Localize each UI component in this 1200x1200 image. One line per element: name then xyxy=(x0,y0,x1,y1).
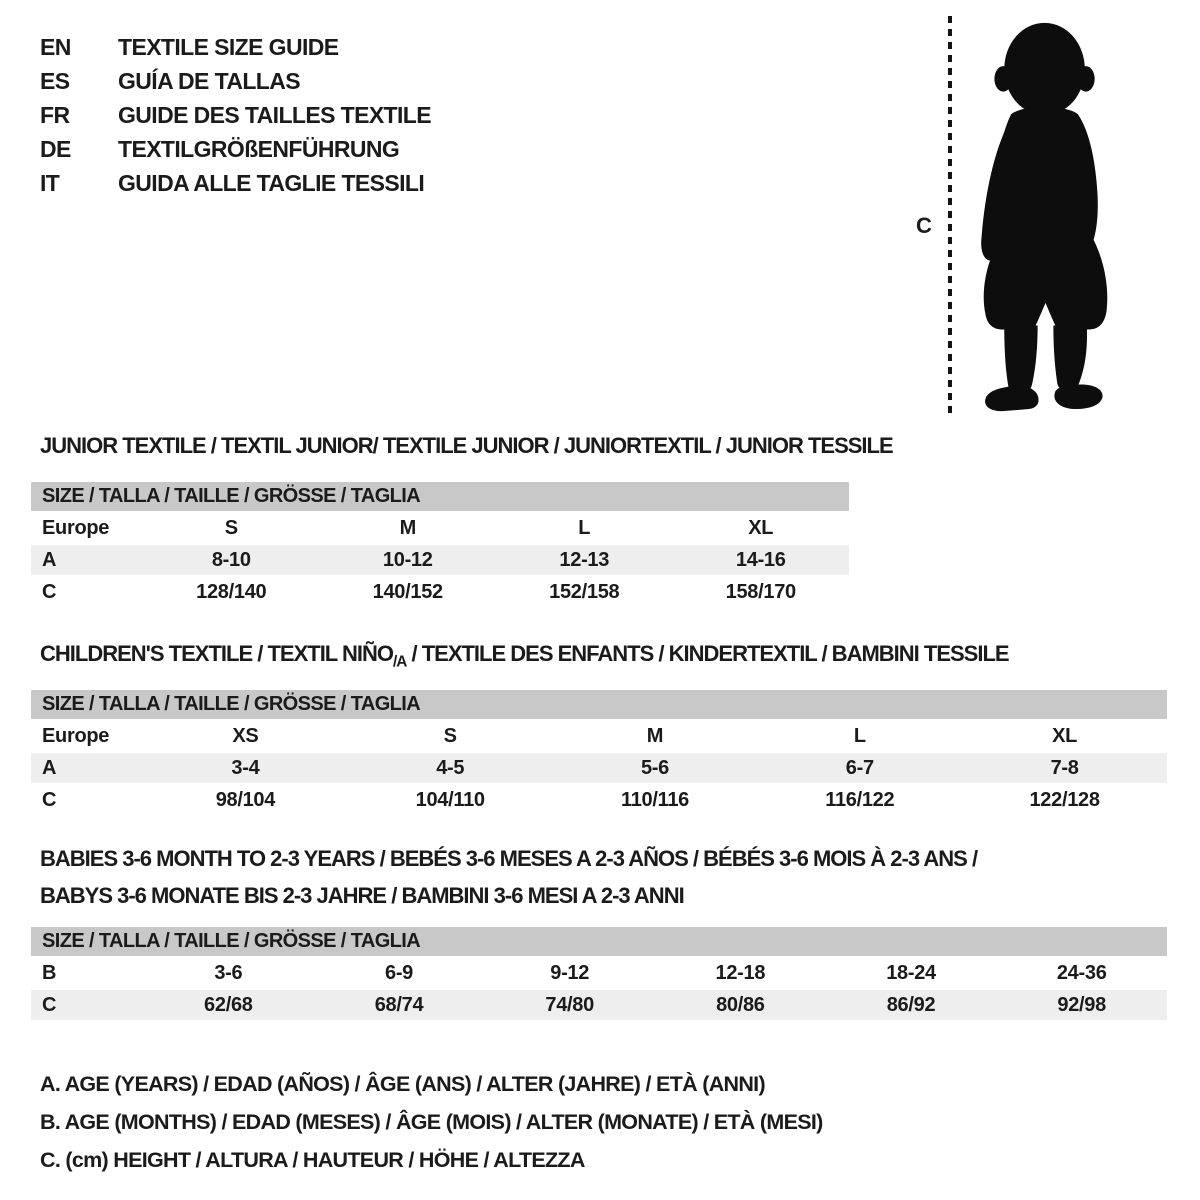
language-title: TEXTILGRÖßENFÜHRUNG xyxy=(118,135,400,162)
language-code: DE xyxy=(40,135,71,162)
language-title: TEXTILE SIZE GUIDE xyxy=(118,33,339,60)
children-title-sub: /A xyxy=(392,653,407,671)
language-title: GUIDE DES TAILLES TEXTILE xyxy=(118,101,431,128)
cell: 6-7 xyxy=(845,756,874,779)
cell: 3-6 xyxy=(214,961,243,984)
legend-line-c: C. (cm) HEIGHT / ALTURA / HAUTEUR / HÖHE / ALTEZZA xyxy=(40,1148,585,1172)
cell: 104/110 xyxy=(415,788,485,811)
babies-title-line2: BABYS 3-6 MONATE BIS 2-3 JAHRE / BAMBINI 3-6 MESI A 2-3 ANNI xyxy=(40,883,684,908)
junior-size-table xyxy=(31,482,849,607)
language-code: ES xyxy=(40,67,70,94)
language-row-en xyxy=(40,30,431,64)
height-measure-dashed-line xyxy=(948,16,952,416)
height-measure-label-c: C xyxy=(916,213,932,238)
cell: 24-36 xyxy=(1056,961,1107,984)
size-header-text: SIZE / TALLA / TAILLE / GRÖSSE / TAGLIA xyxy=(42,693,421,715)
language-code: IT xyxy=(40,169,60,196)
cell: 140/152 xyxy=(372,580,443,603)
cell: 74/80 xyxy=(545,993,594,1016)
cell: 158/170 xyxy=(725,580,796,603)
language-code: FR xyxy=(40,101,70,128)
row-label: Europe xyxy=(42,516,110,539)
table-row-height xyxy=(31,577,849,607)
children-title-rest: / TEXTILE DES ENFANTS / KINDERTEXTIL / BAMBINI TESSILE xyxy=(406,641,1009,666)
cell: 4-5 xyxy=(436,756,465,779)
cell: 3-4 xyxy=(231,756,260,779)
language-code: EN xyxy=(40,33,71,60)
cell: 7-8 xyxy=(1050,756,1079,779)
cell: 10-12 xyxy=(382,548,433,571)
cell: 12-18 xyxy=(715,961,766,984)
toddler-silhouette-icon xyxy=(960,14,1132,412)
cell: L xyxy=(578,516,591,539)
language-row-es xyxy=(40,64,431,98)
cell: 128/140 xyxy=(196,580,267,603)
cell: 110/116 xyxy=(620,788,689,811)
children-section-title xyxy=(40,641,1009,671)
language-row-it xyxy=(40,166,431,200)
table-row-height xyxy=(31,785,1167,815)
row-label: Europe xyxy=(42,724,110,747)
language-row-fr xyxy=(40,98,431,132)
row-label: A xyxy=(42,548,57,571)
cell: 80/86 xyxy=(716,993,765,1016)
cell: 92/98 xyxy=(1057,993,1106,1016)
cell: XL xyxy=(1052,724,1078,747)
language-title: GUIDA ALLE TAGLIE TESSILI xyxy=(118,169,425,196)
language-row-de xyxy=(40,132,431,166)
table-row-age xyxy=(31,545,849,575)
size-header-text: SIZE / TALLA / TAILLE / GRÖSSE / TAGLIA xyxy=(42,930,421,952)
size-header-bar xyxy=(31,482,849,511)
cell: 14-16 xyxy=(735,548,786,571)
language-title-list xyxy=(40,30,431,200)
children-size-table xyxy=(31,690,1167,815)
junior-section-title: JUNIOR TEXTILE / TEXTIL JUNIOR/ TEXTILE JUNIOR / JUNIORTEXTIL / JUNIOR TESSILE xyxy=(40,433,893,458)
children-title-main: CHILDREN'S TEXTILE / TEXTIL NIÑO xyxy=(40,641,393,666)
cell: 8-10 xyxy=(211,548,251,571)
cell: 152/158 xyxy=(549,580,620,603)
table-row-height xyxy=(31,990,1167,1020)
cell: 116/122 xyxy=(825,788,895,811)
cell: S xyxy=(443,724,457,747)
babies-section-title xyxy=(40,846,977,920)
legend-line-a: A. AGE (YEARS) / EDAD (AÑOS) / ÂGE (ANS) / ALTER (JAHRE) / ETÀ (ANNI) xyxy=(40,1072,765,1096)
cell: 62/68 xyxy=(204,993,253,1016)
row-label: C xyxy=(42,993,57,1016)
cell: 98/104 xyxy=(215,788,276,811)
cell: S xyxy=(224,516,238,539)
legend-line-b: B. AGE (MONTHS) / EDAD (MESES) / ÂGE (MOIS) / ALTER (MONATE) / ETÀ (MESI) xyxy=(40,1110,823,1134)
row-label: C xyxy=(42,580,57,603)
cell: 12-13 xyxy=(559,548,610,571)
table-row-europe xyxy=(31,721,1167,751)
cell: XS xyxy=(232,724,259,747)
babies-size-table xyxy=(31,927,1167,1020)
table-row-europe xyxy=(31,513,849,543)
babies-title-line1: BABIES 3-6 MONTH TO 2-3 YEARS / BEBÉS 3-6 MESES A 2-3 AÑOS / BÉBÉS 3-6 MOIS À 2-3 ANS / xyxy=(40,846,978,871)
row-label: B xyxy=(42,961,57,984)
cell: M xyxy=(646,724,664,747)
cell: 18-24 xyxy=(886,961,936,984)
cell: 5-6 xyxy=(640,756,669,779)
size-header-bar xyxy=(31,927,1167,956)
cell: 86/92 xyxy=(886,993,936,1016)
cell: 68/74 xyxy=(374,993,424,1016)
row-label: A xyxy=(42,756,57,779)
language-title: GUÍA DE TALLAS xyxy=(118,67,300,94)
table-row-age-months xyxy=(31,958,1167,988)
cell: 6-9 xyxy=(385,961,414,984)
cell: XL xyxy=(748,516,774,539)
table-row-age xyxy=(31,753,1167,783)
cell: L xyxy=(853,724,866,747)
cell: 122/128 xyxy=(1029,788,1100,811)
measurement-legend xyxy=(40,1071,823,1185)
size-header-bar xyxy=(31,690,1167,719)
size-header-text: SIZE / TALLA / TAILLE / GRÖSSE / TAGLIA xyxy=(42,485,421,507)
cell: M xyxy=(399,516,416,539)
row-label: C xyxy=(42,788,57,811)
cell: 9-12 xyxy=(550,961,590,984)
